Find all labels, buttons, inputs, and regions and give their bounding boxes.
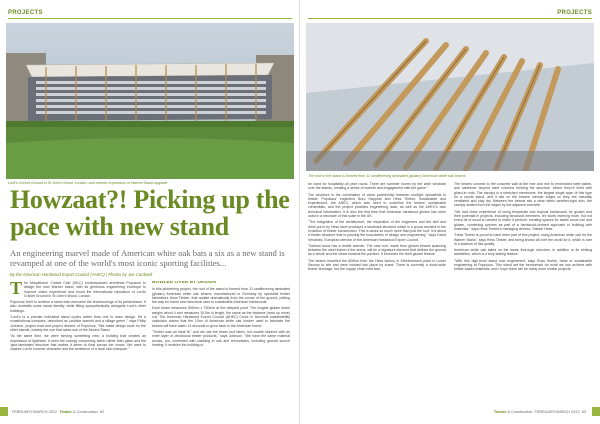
paragraph: "Hess Timber is proud to have been part of this project, using American white oak for the Warner Stand," says Hess Timber, and being known all over the world for it, which is rare in a stadium of this quality.	[454, 233, 592, 246]
paragraph: he Marylebone Cricket Club (MCC) commissioned architects Populous to design the new Warner stand, with its generous engineering envelope to improve visitor experience and boost the international reputation of Lord's Cricket Ground in St John's Wood, London.	[24, 281, 146, 298]
paragraph: The beams travelled the 600km from the Hess factory in Kleinheubach plant in Lower Saxony to site and were hoisted into place by crane. There is currently a world-wide timber shortage, but the supply chain held fast.	[308, 258, 446, 272]
magazine-brand-suffix: & Construction	[72, 410, 98, 414]
paragraph: In this pioneering project, the roof of the stand is formed from 11 cantilevering laminated (glulam) American white oak beams, manufactured in Germany by specialist timber fabricators Hess Timber, that radiate dramatically from the corner of the ground, putting the way for future new structural uses to sustainable American hardwoods.	[152, 287, 290, 305]
page-footer-right	[494, 410, 586, 414]
right-page	[300, 0, 600, 424]
paragraph: The structure is the culmination of close partnership between multiple specialists in timber. Populous' engineers Buro Happold and Hess Timber. Sustainable and experienced, the AHEC, which was hired to underline the beams' sustainable credentials, and the project provides engineering data, as well as the AHEC's own technical information. It is also the first time that American hardwood glulam has been used in a structure of this scale in the UK.	[308, 192, 446, 219]
magazine-brand-suffix: & Construction	[507, 410, 533, 414]
paragraph: "At the same time, we were striving something new; a building that creates an impression of lightness. It seen the canopy comprising fabric rather than glass and the 'glue-laminated structure that makes it seem to float across the crowd. We want to capture Lord's summer character and the ambience of a local club marquee."	[10, 334, 146, 352]
folio-tab	[0, 407, 8, 416]
paragraph: "We had close experience of using temperate and tropical hardwoods for glulam and their potential in projects, including structural members. It's worth learning more, but not every bit of wood is needed to make it perform, creating spaces for tactile wood use and glulam, combining species as part of a hardwood-centred approach to building with materials," says Hess Timber's managing director, Sabine Hess.	[454, 209, 592, 231]
paragraph: "Timber was an ideal fit," and we use the beam roof fabric, but double skinned with an inner layer of deciduous timber products," says Johnson. "We have the same material across, too, combined with cladding in oak and removables, including ground source heating. It enables the building to	[152, 329, 290, 347]
drop-cap: T	[10, 281, 23, 298]
body-column-4	[454, 182, 592, 404]
section-label: PROJECTS	[557, 10, 592, 16]
paragraph: American white oak takes on the same thorough structure, in addition to its striking aesthetics, which is a truly lasting feature.	[454, 248, 592, 257]
paragraph: Each beam measures 300mm x 750mm at the deepest point. The longest glulam beam weighs about 4 and measures 15.5m in length, the same as the distance (read up more) cut. The American Hardwood Export Council (AHEC) Cross In Seconds sustainability calculator claims that the 10m³ of American white oak lumber used to fabricate the beams will have taken 14 seconds to grow back in the American forest.	[152, 306, 290, 328]
paragraph: "Natural wood has a visible warmth. The new roof, made from glulam beams spanning between the steel frame of the arena, will be a signature element that defines the ground as a whole and the views towards the pavilion. It becomes the third glulam feature.	[308, 243, 446, 257]
byline: By the American Hardwood Export Council (AHEC) | Photos by Joe Cardwell	[10, 272, 153, 277]
photo-caption: Lord's Cricket Ground in St John's Wood, London, and exterior impression of Warren Stand upgrade	[8, 181, 168, 185]
paragraph: "Lord's is a premier individual stand cycles rather than one to draw design. It's a constitutional compass, described as 'positive warmth and a village green'," says Philip Johnson, project lead and project director of Populous. "We made design tools for the other stands, notably the one that takes use of the Mound Stand.	[10, 315, 146, 332]
paragraph: "The integration of the architecture, the inspiration of the engineers and the skill and drive put in by Hess have produced a landmark structure which is a proud moment in the evolution of timber construction. This is about so much more than just the roof; it is about a timber structure that is pushing the boundaries of design and engineering," says David Venables, European director of the American Hardwood Export Council.	[308, 220, 446, 242]
paragraph: The beams connect to the concrete wall at the rear and rise to embedded steel plates, and cantilever beyond steel columns forming the structure, where they're fixed with glued-in rods. The canopy is a stretched membrane, the largest single span of this type for a sports stand, and it sits on the beams' slender edges so they are naturally ventilated and stay dry. Between the beams sits a clear fabric weather-tight skin, the canopy sealed from the edges by the adjacent concrete.	[454, 182, 592, 208]
body-column-2	[152, 281, 290, 405]
section-rule	[8, 18, 292, 19]
stadium-photo	[6, 23, 294, 179]
issue-date: FEBRUARY/MARCH 2022	[534, 410, 580, 414]
paragraph: be used for hospitality all year round. There are summer rooms by the wide windows over the stands, creating a sense of warmth and engagement with the game."	[308, 182, 446, 191]
roof-photo-art	[306, 23, 594, 171]
body-column-3	[308, 182, 446, 404]
section-label: PROJECTS	[8, 10, 43, 16]
page-footer-left	[12, 410, 104, 414]
magazine-brand: Timber	[59, 410, 72, 414]
standfirst: An engineering marvel made of American white oak bats a six as a new stand is revamped at one of the world's most iconic sporting facilities...	[10, 248, 285, 268]
paragraph: Populous' brief to achieve a stand that overcame the shortcomings of its predecessor. It also dovetails some visual identity, while fitting sympathetically alongside Lord's other buildings.	[10, 300, 146, 313]
page-number: 63	[581, 410, 586, 414]
folio-tab	[592, 407, 600, 416]
body-column-1	[10, 281, 146, 405]
magazine-brand: Timber	[493, 410, 507, 414]
subheading: BOWLED OVER BY DESIGN	[152, 281, 216, 285]
roof-photo	[306, 23, 594, 171]
photo-caption: The roof of the stand is formed from 11 cantilevering laminated (glulam) American white oak beams	[308, 174, 466, 178]
headline: Howzaat?! Picking up the pace with new stand	[10, 185, 290, 241]
section-rule	[308, 18, 592, 19]
stadium-photo-art	[6, 23, 294, 179]
page-number: 62	[99, 410, 105, 414]
paragraph: "With this high-level stand now engineered, says Ross Hurley, head of sustainable engineering at Populous. This stand set the benchmark for what we can achieve with timber-based materials, and I hope there will be many more similar projects.	[454, 258, 592, 272]
issue-date: FEBRUARY/MARCH 2022	[12, 410, 58, 414]
